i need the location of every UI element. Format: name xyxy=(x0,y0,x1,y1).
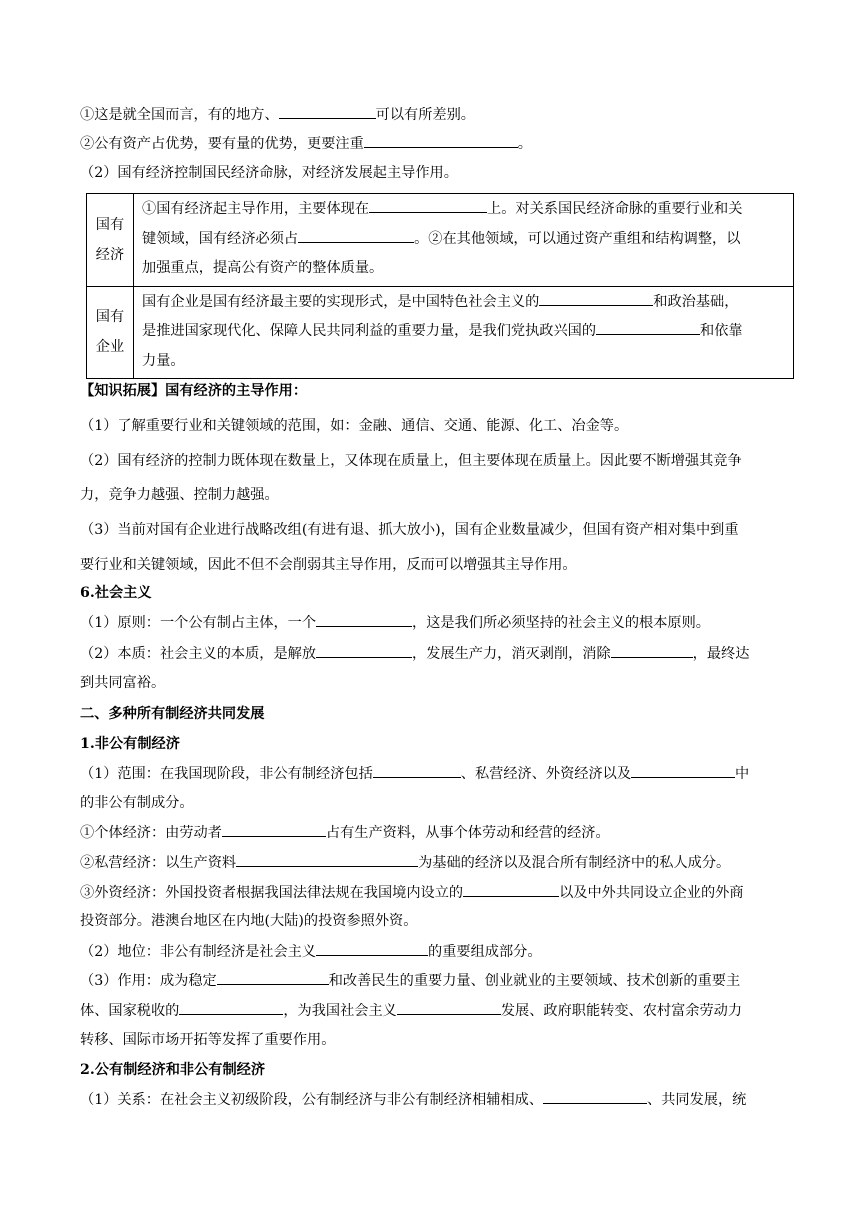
fill-blank xyxy=(373,763,461,778)
text-line: 体、国家税收的 ，为我国社会主义 发展、政府职能转变、农村富余劳动力 xyxy=(80,1000,796,1021)
table-row xyxy=(87,194,794,287)
fill-blank xyxy=(316,941,428,956)
section-heading: 1.非公有制经济 xyxy=(80,736,180,752)
fill-blank xyxy=(298,228,414,243)
fill-blank xyxy=(316,643,412,658)
text-line: （1）了解重要行业和关键领域的范围，如：金融、通信、交通、能源、化工、冶金等。 xyxy=(80,418,629,434)
fill-blank xyxy=(397,1000,501,1015)
row-label: 国有 经济 xyxy=(87,194,134,287)
section-heading: 2.公有制经济和非公有制经济 xyxy=(80,1062,266,1078)
fill-blank xyxy=(369,198,487,213)
row-content: ①国有经济起主导作用，主要体现在 上。对关系国民经济命脉的重要行业和关 键领域，国有经济必须占 。②在其他领域，可以通过资产重组和结构调整，以 加强重点，提高公有资产的整体质量。 xyxy=(134,194,794,287)
fill-blank xyxy=(631,763,735,778)
fill-blank xyxy=(611,643,693,658)
section-heading: 【知识拓展】国有经济的主导作用： xyxy=(80,383,308,399)
fill-blank xyxy=(364,133,518,148)
text-line: （1）原则：一个公有制占主体，一个 ，这是我们所必须坚持的社会主义的根本原则。 xyxy=(80,612,796,633)
text-span: 。 xyxy=(517,136,532,152)
section-heading: 二、多种所有制经济共同发展 xyxy=(80,706,265,722)
text-line: 转移、国际市场开拓等发挥了重要作用。 xyxy=(80,1032,336,1048)
text-line: ①个体经济：由劳动者 占有生产资料，从事个体劳动和经营的经济。 xyxy=(80,822,796,843)
text-line: （1）范围：在我国现阶段，非公有制经济包括 、私营经济、外资经济以及 中 xyxy=(80,763,796,784)
fill-blank xyxy=(316,612,412,627)
fill-blank xyxy=(222,822,326,837)
text-line: （2）本质：社会主义的本质，是解放 ，发展生产力，消灭剥削，消除 ，最终达 xyxy=(80,643,796,664)
text-line xyxy=(80,104,796,125)
text-line: 力，竞争力越强、控制力越强。 xyxy=(80,487,279,503)
row-label: 国有 企业 xyxy=(87,286,134,379)
text-span: 可以有所差别。 xyxy=(375,107,475,123)
fill-blank xyxy=(279,104,376,119)
fill-blank xyxy=(179,1000,283,1015)
fill-blank xyxy=(463,882,559,897)
fill-blank xyxy=(539,291,653,306)
text-line: ②私营经济：以生产资料 为基础的经济以及混合所有制经济中的私人成分。 xyxy=(80,852,796,873)
text-line: （2）地位：非公有制经济是社会主义 的重要组成部分。 xyxy=(80,941,796,962)
text-line: （2）国有经济的控制力既体现在数量上，又体现在质量上，但主要体现在质量上。因此要不断增强其竞争 xyxy=(80,453,742,469)
text-line xyxy=(80,133,796,154)
text-line: （3）当前对国有企业进行战略改组(有进有退、抓大放小)，国有企业数量减少，但国有资产相对集中到重 xyxy=(80,522,739,538)
text-span: ②公有资产占优势，要有量的优势，更要注重 xyxy=(80,136,364,152)
text-span: ①这是就全国而言，有的地方、 xyxy=(80,107,279,123)
table-row xyxy=(87,286,794,379)
fill-blank xyxy=(217,970,329,985)
text-line: （3）作用：成为稳定 和改善民生的重要力量、创业就业的主要领域、技术创新的重要主 xyxy=(80,970,796,991)
state-economy-table xyxy=(86,193,794,379)
fill-blank xyxy=(543,1089,647,1104)
text-line: ③外资经济：外国投资者根据我国法律法规在我国境内设立的 以及中外共同设立企业的外商 xyxy=(80,882,796,903)
text-line: 投资部分。港澳台地区在内地(大陆)的投资参照外资。 xyxy=(80,913,418,929)
text-line: 要行业和关键领域，因此不但不会削弱其主导作用，反而可以增强其主导作用。 xyxy=(80,557,577,573)
text-line: 的非公有制成分。 xyxy=(80,795,194,811)
text-line: 到共同富裕。 xyxy=(80,675,166,691)
fill-blank xyxy=(236,852,418,867)
section-heading: 6.社会主义 xyxy=(80,585,152,601)
text-line: （1）关系：在社会主义初级阶段，公有制经济与非公有制经济相辅相成、 、共同发展，统 xyxy=(80,1089,796,1110)
text-line: （2）国有经济控制国民经济命脉，对经济发展起主导作用。 xyxy=(80,165,458,181)
fill-blank xyxy=(596,320,700,335)
row-content: 国有企业是国有经济最主要的实现形式，是中国特色社会主义的 和政治基础， 是推进国家现代化、保障人民共同利益的重要力量，是我们党执政兴国的 和依靠 力量。 xyxy=(134,286,794,379)
